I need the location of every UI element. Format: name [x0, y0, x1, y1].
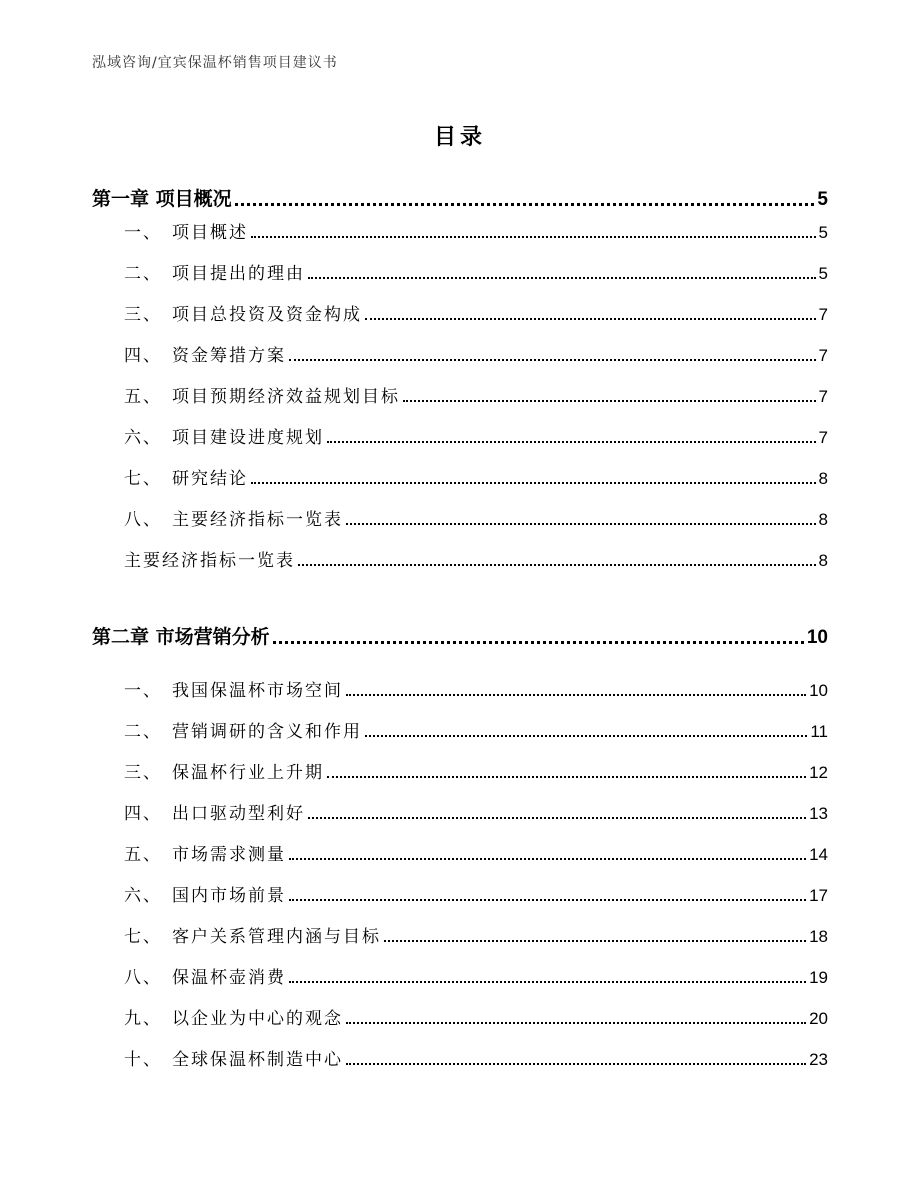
toc-page-number: 7: [818, 387, 828, 406]
toc-chapter-entry[interactable]: [92, 622, 828, 649]
toc-entry-text: 保温杯壶消费: [172, 968, 286, 988]
toc-entry-label: [124, 676, 343, 701]
toc-entry-text: 全球保温杯制造中心: [172, 1050, 343, 1070]
dot-leader: [346, 1022, 806, 1024]
dot-leader: [327, 441, 816, 443]
toc-section-entry[interactable]: [124, 464, 828, 489]
toc-page-number: 8: [818, 469, 828, 488]
toc-section-entry[interactable]: [124, 922, 828, 947]
toc-section-entry[interactable]: [124, 300, 828, 325]
dot-leader: [346, 694, 806, 696]
toc-page-number: 20: [809, 1009, 828, 1028]
toc-page-number: 11: [810, 722, 828, 741]
toc-entry-text: 项目建设进度规划: [172, 428, 324, 448]
toc-page-number: 18: [809, 927, 828, 946]
toc-entry-label: [124, 505, 343, 530]
toc-page-number: 10: [806, 627, 828, 648]
dot-leader: [365, 735, 807, 737]
toc-entry-text: 项目总投资及资金构成: [172, 305, 362, 325]
toc-title: 目录: [433, 125, 486, 150]
toc-section-entry[interactable]: [124, 881, 828, 906]
dot-leader: [235, 203, 815, 206]
toc-entry-text: 客户关系管理内涵与目标: [172, 927, 381, 947]
toc-page-number: 12: [809, 763, 828, 782]
toc-section-entry[interactable]: [124, 546, 828, 571]
toc-entry-text: 我国保温杯市场空间: [172, 681, 343, 701]
toc-entry-label: [124, 464, 248, 489]
toc-entry-label: [92, 184, 232, 211]
toc-entry-text: 研究结论: [172, 469, 248, 489]
toc-entry-number: 八、: [124, 510, 162, 530]
toc-entry-number: 五、: [124, 387, 162, 407]
toc-page-number: 7: [818, 305, 828, 324]
toc-entry-label: [124, 259, 305, 284]
toc-chapter-entry[interactable]: [92, 184, 828, 211]
toc-entry-number: 四、: [124, 346, 162, 366]
toc-entry-text: 保温杯行业上升期: [172, 763, 324, 783]
dot-leader: [298, 564, 816, 566]
toc-section-entry[interactable]: [124, 963, 828, 988]
dot-leader: [308, 277, 816, 279]
dot-leader: [289, 981, 806, 983]
dot-leader: [403, 400, 816, 402]
toc-page-number: 5: [818, 223, 828, 242]
toc-entry-text: 主要经济指标一览表: [124, 551, 295, 571]
toc-entry-number: 四、: [124, 804, 162, 824]
toc-entry-number: 六、: [124, 886, 162, 906]
toc-section-entry[interactable]: [124, 1045, 828, 1070]
toc-page-number: 5: [817, 189, 828, 210]
dot-leader: [289, 858, 806, 860]
dot-leader: [327, 776, 806, 778]
toc-entry-text: 国内市场前景: [172, 886, 286, 906]
toc-section-entry[interactable]: [124, 799, 828, 824]
toc-entry-number: 十、: [124, 1050, 162, 1070]
dot-leader: [384, 940, 806, 942]
toc-entry-label: [124, 840, 286, 865]
toc-entry-number: 三、: [124, 763, 162, 783]
dot-leader: [289, 359, 816, 361]
toc-section-entry[interactable]: [124, 840, 828, 865]
dot-leader: [251, 482, 816, 484]
toc-entry-label: [124, 423, 324, 448]
toc-entry-number: 三、: [124, 305, 162, 325]
toc-entry-number: 一、: [124, 681, 162, 701]
toc-page-number: 8: [818, 551, 828, 570]
toc-entry-label: [124, 963, 286, 988]
toc-entry-number: 一、: [124, 223, 162, 243]
toc-section-entry[interactable]: [124, 423, 828, 448]
dot-leader: [273, 641, 804, 644]
toc-entry-text: 市场需求测量: [172, 845, 286, 865]
toc-entry-text: 项目预期经济效益规划目标: [172, 387, 400, 407]
toc-page-number: 10: [809, 681, 828, 700]
toc-entry-text: 项目概述: [172, 223, 248, 243]
toc-entry-number: 七、: [124, 469, 162, 489]
toc-entry-label: [124, 922, 381, 947]
toc-page-number: 13: [809, 804, 828, 823]
toc-section-entry[interactable]: [124, 717, 828, 742]
dot-leader: [308, 817, 806, 819]
dot-leader: [251, 236, 816, 238]
dot-leader: [346, 1063, 806, 1065]
toc-entry-label: [124, 1045, 343, 1070]
toc-entry-text: 以企业为中心的观念: [172, 1009, 343, 1029]
toc-page-number: 7: [818, 428, 828, 447]
toc-entry-number: 六、: [124, 428, 162, 448]
dot-leader: [365, 318, 816, 320]
running-header: 泓域咨询/宜宾保温杯销售项目建议书: [92, 55, 338, 71]
toc-entry-number: 二、: [124, 722, 162, 742]
toc-section-entry[interactable]: [124, 218, 828, 243]
toc-page-number: 19: [809, 968, 828, 987]
toc-entry-label: [124, 341, 286, 366]
toc-section-entry[interactable]: [124, 505, 828, 530]
toc-entry-text: 资金筹措方案: [172, 346, 286, 366]
toc-entry-label: [92, 622, 270, 649]
toc-entry-label: [124, 1004, 343, 1029]
dot-leader: [289, 899, 806, 901]
toc-entry-text: 出口驱动型利好: [172, 804, 305, 824]
toc-section-entry[interactable]: [124, 341, 828, 366]
toc-page-number: 8: [818, 510, 828, 529]
toc-entry-text: 第一章 项目概况: [92, 188, 232, 210]
toc-page-number: 5: [818, 264, 828, 283]
toc-page-number: 14: [809, 845, 828, 864]
toc-entry-number: 七、: [124, 927, 162, 947]
toc-entry-number: 五、: [124, 845, 162, 865]
toc-entry-label: [124, 799, 305, 824]
toc-entry-label: [124, 382, 400, 407]
toc-section-entry[interactable]: [124, 758, 828, 783]
toc-entry-label: [124, 758, 324, 783]
toc-page-number: 17: [809, 886, 828, 905]
toc-entry-number: 八、: [124, 968, 162, 988]
toc-entry-label: [124, 300, 362, 325]
toc-section-entry[interactable]: [124, 676, 828, 701]
toc-section-entry[interactable]: [124, 1004, 828, 1029]
toc-page-number: 7: [818, 346, 828, 365]
toc-entry-text: 营销调研的含义和作用: [172, 722, 362, 742]
toc-entry-label: [124, 218, 248, 243]
toc-entry-number: 二、: [124, 264, 162, 284]
toc-page-number: 23: [809, 1050, 828, 1069]
toc-section-entry[interactable]: [124, 382, 828, 407]
toc-entry-label: [124, 881, 286, 906]
toc-entry-text: 项目提出的理由: [172, 264, 305, 284]
toc-section-entry[interactable]: [124, 259, 828, 284]
dot-leader: [346, 523, 816, 525]
toc-entry-text: 第二章 市场营销分析: [92, 626, 270, 648]
toc-entry-number: 九、: [124, 1009, 162, 1029]
toc-entry-text: 主要经济指标一览表: [172, 510, 343, 530]
toc-entry-label: [124, 546, 295, 571]
toc-entry-label: [124, 717, 362, 742]
